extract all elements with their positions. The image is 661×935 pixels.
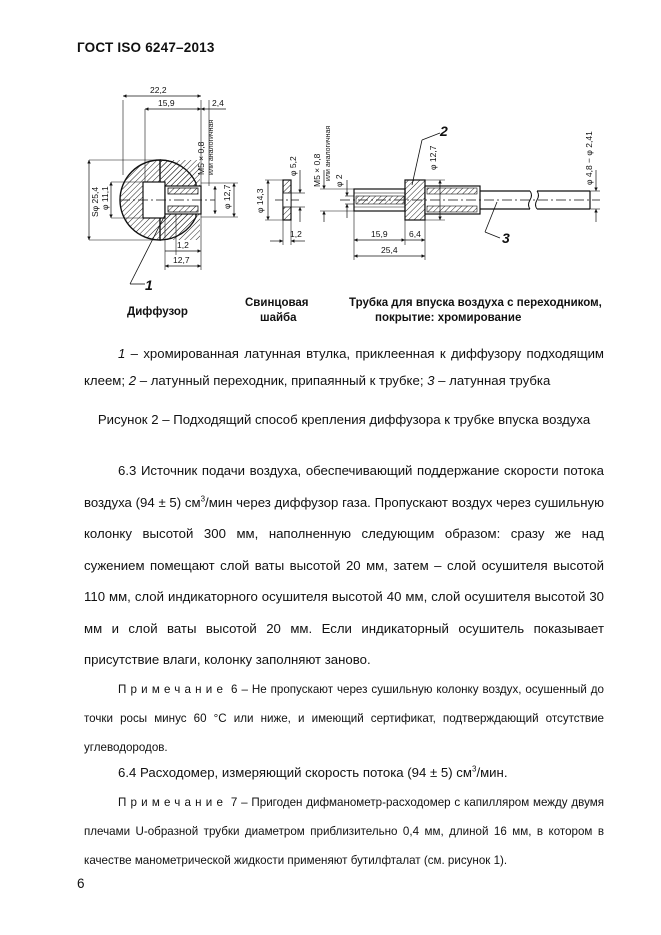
note-6-text: 6 – Не пропускают через сушильную колонку воздух, осушенный до точки росы минус 60 °С или ниже, и имеющий сертификат, подтверждающий отсутствие углеводородов. — [84, 683, 604, 754]
tube-dim-m5: М5 × 0,8 — [312, 153, 322, 187]
dim-washer-1-2: 1,2 — [290, 229, 302, 239]
dim-14-3: φ 14,3 — [255, 188, 265, 213]
note-6-label: Примечание — [118, 683, 228, 696]
para-6-3-text-a: 6.3 Источник подачи воздуха, обеспечивающий поддержание скорости потока воздуха (94 ± 5) см — [84, 463, 604, 510]
tube-dim-6-4: 6,4 — [409, 229, 421, 239]
dim-bore: φ 11,1 — [100, 186, 110, 210]
dim-2-4: 2,4 — [212, 98, 224, 108]
tube-drawing — [320, 133, 600, 260]
tube-dim-12-7: φ 12,7 — [428, 145, 438, 170]
para-6-4-sup: 3 — [471, 764, 477, 774]
figure-caption: Рисунок 2 – Подходящий способ крепления диффузора к трубке впуска воздуха — [97, 412, 591, 427]
washer-label-2: шайба — [260, 312, 297, 324]
dim-12-7: 12,7 — [173, 255, 190, 265]
legend-text-2: – латунный переходник, припаянный к трубке; — [136, 373, 428, 388]
dim-15-9: 15,9 — [158, 98, 175, 108]
note-7 — [84, 788, 604, 875]
note-7-label: Примечание — [118, 796, 228, 809]
tube-label-1: Трубка для впуска воздуха с переходником, — [349, 297, 602, 309]
dim-m5: М5 × 0,8 — [196, 141, 206, 175]
tube-dim-m5-note: или аналогичная — [325, 125, 332, 181]
tube-label-2: покрытие: хромирование — [375, 312, 522, 324]
legend-num-2: 2 — [128, 373, 137, 388]
page-number: 6 — [77, 876, 85, 891]
tube-dim-15-9: 15,9 — [371, 229, 388, 239]
washer-label-1: Свинцовая — [245, 297, 309, 309]
callout-3: 3 — [502, 230, 510, 246]
callout-1: 1 — [145, 277, 153, 293]
diffuser-drawing — [89, 96, 238, 284]
washer-dimensions — [245, 156, 309, 324]
legend-num-3: 3 — [427, 373, 435, 388]
tube-dim-phi2: φ 2 — [334, 174, 344, 187]
paragraph-6-4 — [84, 757, 604, 789]
para-6-4-text-b: /мин. — [476, 765, 508, 780]
para-6-3-sup: 3 — [200, 494, 206, 504]
callout-2: 2 — [440, 123, 448, 139]
dim-22-2: 22,2 — [150, 85, 167, 95]
dim-5-2: φ 5,2 — [288, 156, 298, 176]
para-6-3-text-b: /мин через диффузор газа. Пропускают воздух через сушильную колонку высотой 300 мм, наполненную следующим образом: сразу же над сужением помещают слой ваты высотой 20 мм, затем – слой осушителя высотой 110 мм, слой индикаторного осушителя высотой 40 мм, слой осушителя высотой 30 мм и слой ваты высотой 20 мм. Если индикаторный осушитель показывает присутствие влаги, колонку заполняют заново. — [84, 494, 604, 667]
note-6 — [84, 675, 604, 762]
legend-text-1: – хромированная латунная втулка, приклеенная к диффузору подходящим клеем; — [84, 346, 604, 388]
diffuser-label: Диффузор — [127, 306, 188, 318]
figure-legend — [84, 340, 604, 394]
note-7-text: 7 – Пригоден дифманометр-расходомер с капилляром между двумя плечами U-образной трубки диаметром приблизительно 0,4 мм, длиной 16 мм, в котором в качестве манометрической жидкости применяют бутилфталат (см. рисунок 1). — [84, 796, 604, 867]
tube-dimensions — [312, 123, 602, 324]
legend-text-3: – латунная трубка — [434, 373, 551, 388]
tube-dim-4-8: φ 4,8 − φ 2,41 — [584, 131, 594, 185]
tube-dim-25-4: 25,4 — [381, 245, 398, 255]
dim-pipe: φ 12,7 — [222, 184, 232, 209]
dim-m5-note: или аналогичная — [208, 119, 215, 175]
para-6-4-text-a: 6.4 Расходомер, измеряющий скорость потока (94 ± 5) см — [118, 765, 472, 780]
dim-1-2: 1,2 — [177, 240, 189, 250]
legend-num-1: 1 — [118, 346, 126, 361]
document-header: ГОСТ ISO 6247–2013 — [77, 40, 215, 55]
figure-2-drawing — [0, 0, 661, 330]
dim-sphere: Sφ 25,4 — [90, 186, 100, 217]
paragraph-6-3 — [84, 455, 604, 676]
